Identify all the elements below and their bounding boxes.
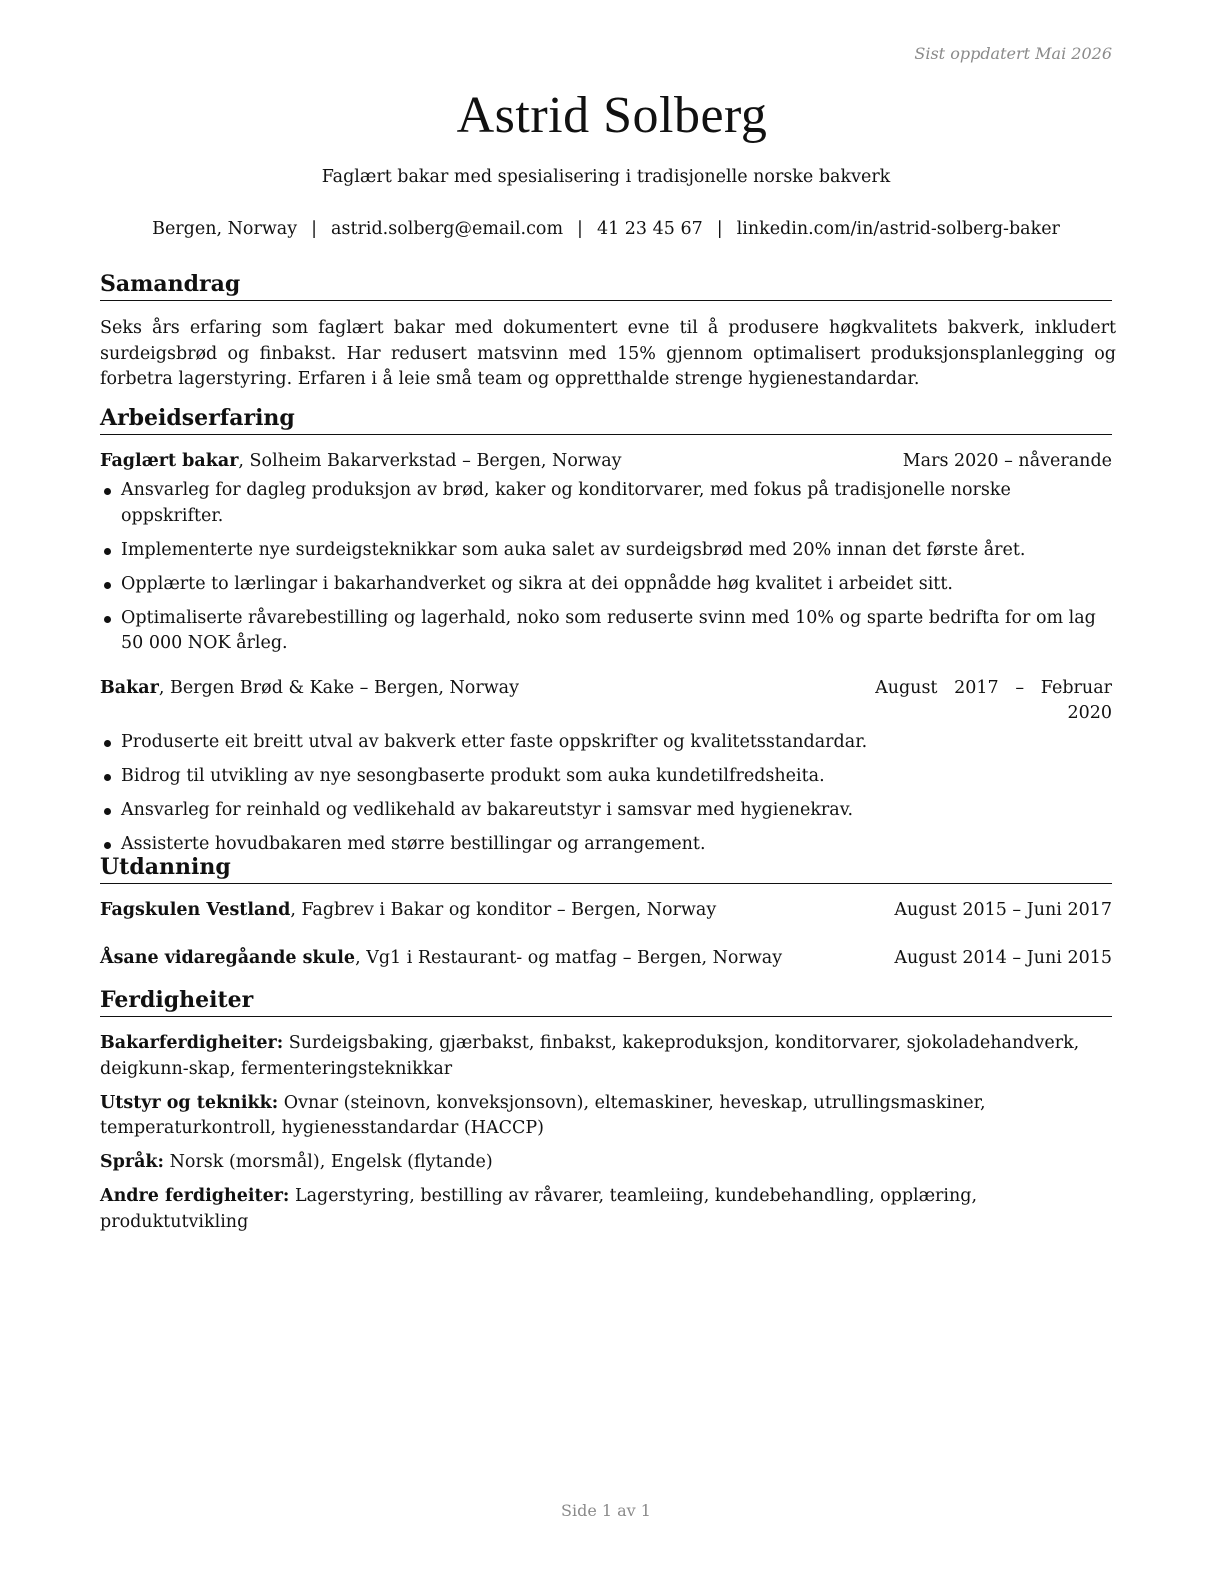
section-title-skills: Ferdigheiter [100,986,1112,1017]
education-title-line [100,946,782,971]
education-section [100,853,1112,971]
job-role: Faglært bakar [100,451,239,471]
education-school: Åsane vidaregåande skule [100,948,356,968]
contact-separator: | [577,219,583,239]
job-dates-line: August 2017 – Februar [875,677,1112,698]
list-item: Produserte eit breitt utval av bakverk etter faste oppskrifter og kvalitetsstandardar. [100,730,1112,756]
page-number: Side 1 av 1 [561,1501,651,1520]
skill-text: Ovnar (steinovn, konveksjonsovn), eltemaskiner, heveskap, utrullingsmaskiner, temperaturkontroll, hygienesstandardar (HACCP) [100,1092,986,1138]
contact-phone: 41 23 45 67 [596,219,703,239]
summary-section [100,270,1116,393]
skill-text: Norsk (morsmål), Engelsk (flytande) [164,1152,493,1172]
skill-text: Surdeigsbaking, gjærbakst, finbakst, kakeproduksjon, konditorvarer, sjokoladehandverk, deigkunn-skap, fermenteringsteknikkar [100,1033,1080,1079]
skill-label: Språk: [100,1152,165,1172]
skills-list [100,1031,1112,1235]
skills-section [100,986,1112,1244]
education-degree: , Vg1 i Restaurant- og matfag – Bergen, Norway [355,948,783,968]
skill-label: Bakarferdigheiter: [100,1033,284,1053]
last-updated: Sist oppdatert Mai 2026 [914,44,1112,63]
section-title-experience: Arbeidserfaring [100,404,1112,435]
list-item: Ansvarleg for reinhald og vedlikehald av bakareutstyr i samsvar med hygienekrav. [100,798,1112,824]
list-item: Bidrog til utvikling av nye sesongbaserte produkt som auka kundetilfredsheita. [100,764,1112,790]
job-dates [875,676,1112,726]
contact-email[interactable]: astrid.solberg@email.com [331,219,564,239]
contact-separator: | [311,219,318,239]
job-title-line [100,449,622,474]
skill-text: Lagerstyring, bestilling av råvarer, teamleiing, kundebehandling, opplæring, produktutvikling [100,1186,978,1232]
job-header [100,449,1112,474]
contact-line [0,219,1212,239]
list-item: Optimaliserte råvarebestilling og lagerhald, noko som reduserte svinn med 10% og sparte bedrifta for om lag 50 000 NOK årleg. [100,606,1112,657]
job-entry [100,676,1112,858]
skill-item [100,1031,1116,1082]
job-entry [100,449,1112,657]
contact-linkedin[interactable]: linkedin.com/in/astrid-solberg-baker [736,219,1060,239]
section-title-summary: Samandrag [100,270,1112,301]
list-item: Implementerte nye surdeigsteknikkar som auka salet av surdeigsbrød med 20% innan det første året. [100,538,1112,564]
education-school: Fagskulen Vestland [100,900,291,920]
summary-text: Seks års erfaring som faglært bakar med dokumentert evne til å produsere høgkvalitets bakverk, inkludert surdeigsbrød og finbakst. Har redusert matsvinn med 15% gjennom optimalisert produksjonsplanlegging og forbetra lagerstyring. Erfaren i å leie små team og oppretthalde strenge hygienestandardar. [100,318,1116,389]
skill-item [100,1091,1116,1142]
education-entry [100,946,1112,971]
job-role: Bakar [100,677,159,698]
job-dates: Mars 2020 – nåverande [902,451,1112,471]
education-dates: August 2015 – Juni 2017 [894,900,1112,920]
job-title-line [100,676,519,701]
contact-separator: | [716,219,723,239]
candidate-name: Astrid Solberg [456,87,768,144]
job-bullets [100,730,1112,858]
education-entry [100,898,1112,923]
job-dates-line: 2020 [1067,702,1112,723]
skill-label: Andre ferdigheiter: [100,1186,290,1206]
tagline: Faglært bakar med spesialisering i tradisjonelle norske bakverk [321,167,891,187]
skill-item [100,1184,1116,1235]
list-item: Ansvarleg for dagleg produksjon av brød, kaker og konditorvarer, med fokus på tradisjonelle norske oppskrifter. [100,478,1112,529]
section-title-education: Utdanning [100,853,1112,884]
experience-section [100,404,1112,866]
list-item: Assisterte hovudbakaren med større bestillingar og arrangement. [100,832,1112,858]
job-header [100,676,1112,726]
skill-label: Utstyr og teknikk: [100,1092,279,1113]
skill-item [100,1150,1116,1176]
list-item: Opplærte to lærlingar i bakarhandverket og sikra at dei oppnådde høg kvalitet i arbeidet sitt. [100,572,1112,598]
job-employer: , Bergen Brød & Kake – Bergen, Norway [158,677,519,698]
job-bullets [100,478,1112,657]
education-dates: August 2014 – Juni 2015 [894,948,1112,968]
education-title-line [100,898,716,923]
education-degree: , Fagbrev i Bakar og konditor – Bergen, Norway [290,900,717,920]
job-employer: , Solheim Bakarverkstad – Bergen, Norway [238,451,622,471]
contact-location: Bergen, Norway [152,219,298,239]
